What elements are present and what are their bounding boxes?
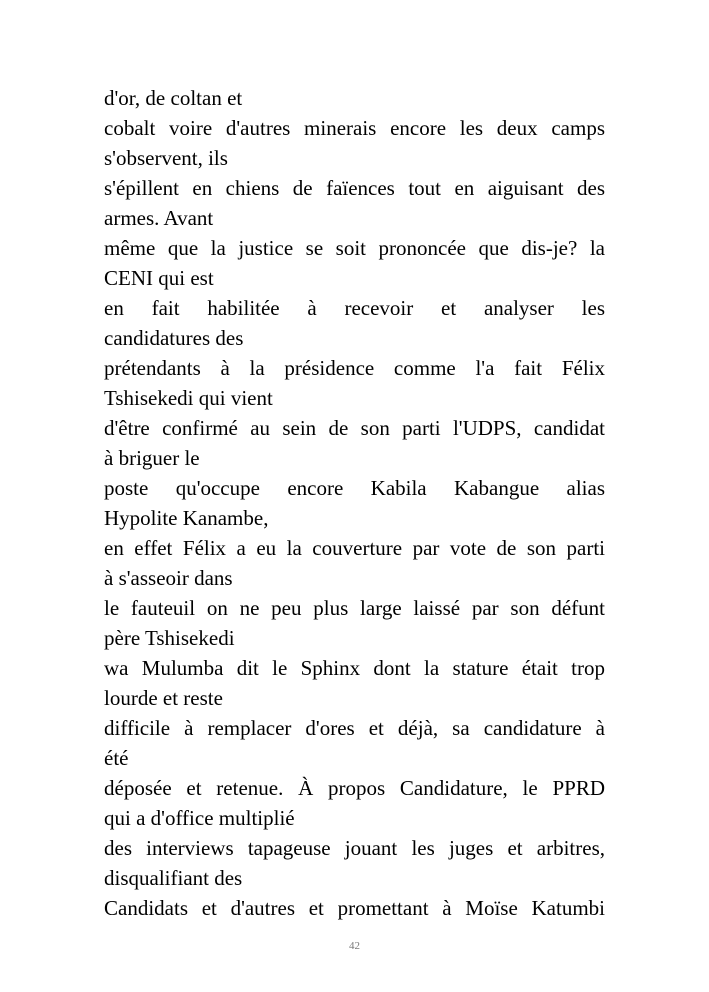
text-line: à briguer le	[104, 446, 200, 470]
text-line: candidatures des	[104, 326, 244, 350]
text-line: été	[104, 746, 129, 770]
text-line: même que la justice se soit prononcée que dis-je? la	[104, 236, 605, 260]
text-line: poste qu'occupe encore Kabila Kabangue alias	[104, 476, 605, 500]
text-line: des interviews tapageuse jouant les juges et arbitres,	[104, 836, 605, 860]
text-line: père Tshisekedi	[104, 626, 235, 650]
text-line: le fauteuil on ne peu plus large laissé par son défunt	[104, 596, 605, 620]
paragraph	[104, 83, 605, 923]
body-text	[104, 83, 605, 923]
text-line: Tshisekedi qui vient	[104, 386, 273, 410]
text-line: armes. Avant	[104, 206, 214, 230]
text-line: difficile à remplacer d'ores et déjà, sa candidature à	[104, 716, 605, 740]
text-line: qui a d'office multiplié	[104, 806, 295, 830]
text-line: s'épillent en chiens de faïences tout en aiguisant des	[104, 176, 605, 200]
text-line: d'être confirmé au sein de son parti l'UDPS, candidat	[104, 416, 605, 440]
text-line: en effet Félix a eu la couverture par vote de son parti	[104, 536, 605, 560]
text-line: CENI qui est	[104, 266, 214, 290]
text-line: prétendants à la présidence comme l'a fait Félix	[104, 356, 605, 380]
text-line: Candidats et d'autres et promettant à Moïse Katumbi	[104, 896, 605, 920]
text-line: cobalt voire d'autres minerais encore les deux camps	[104, 116, 605, 140]
text-line: déposée et retenue. À propos Candidature, le PPRD	[104, 776, 605, 800]
text-line: s'observent, ils	[104, 146, 228, 170]
text-line: disqualifiant des	[104, 866, 243, 890]
text-line: wa Mulumba dit le Sphinx dont la stature était trop	[104, 656, 605, 680]
page-number: 42	[349, 940, 360, 952]
text-line: Hypolite Kanambe,	[104, 506, 269, 530]
text-line: lourde et reste	[104, 686, 223, 710]
text-line: à s'asseoir dans	[104, 566, 233, 590]
text-line: d'or, de coltan et	[104, 86, 243, 110]
text-line: en fait habilitée à recevoir et analyser les	[104, 296, 605, 320]
